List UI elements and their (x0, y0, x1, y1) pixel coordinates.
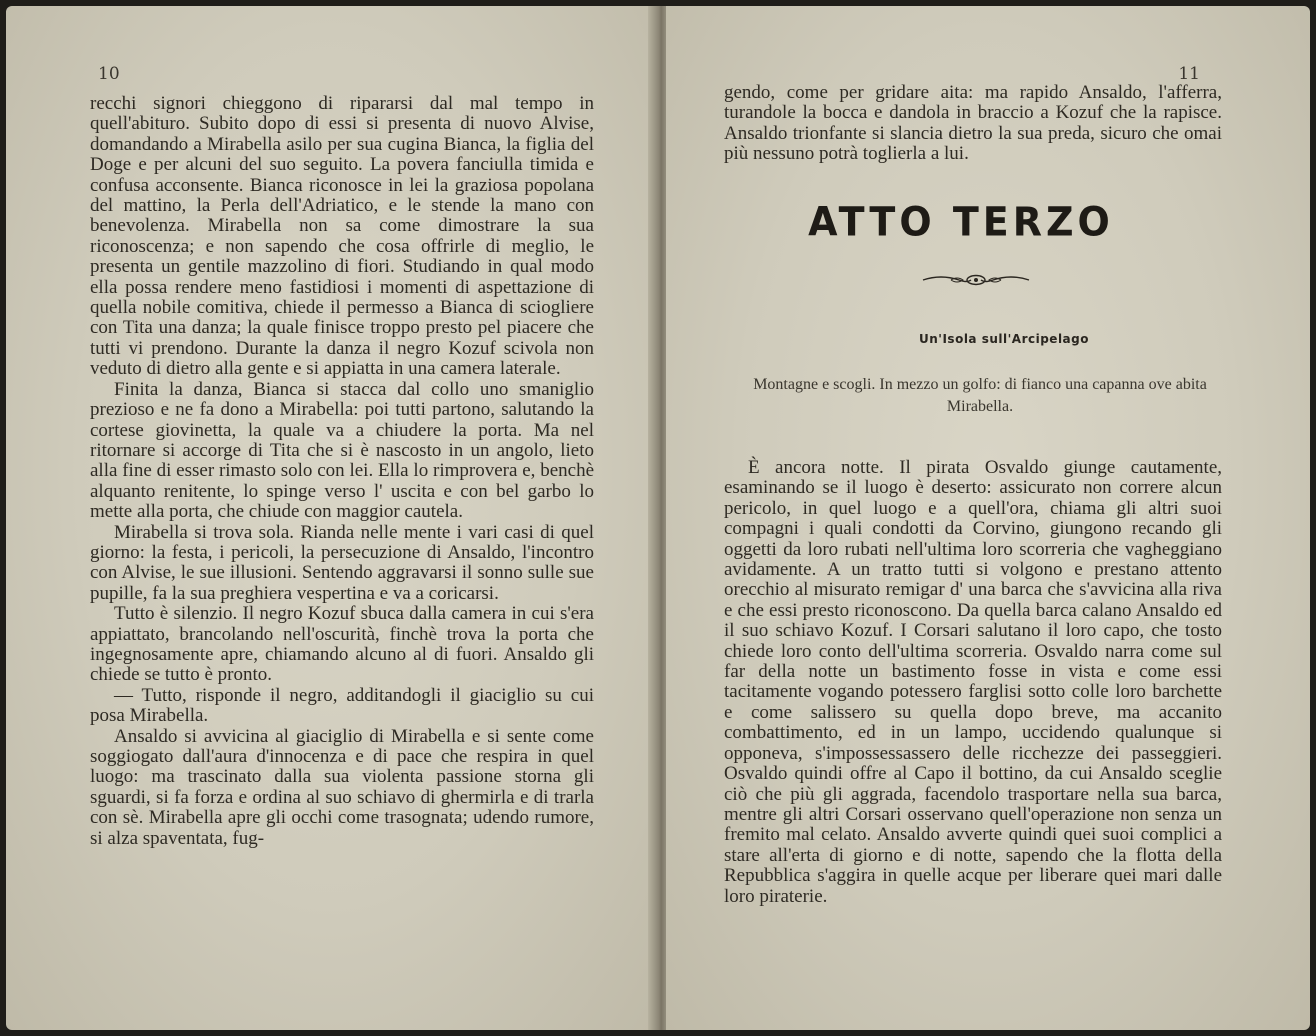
left-page (6, 6, 654, 1030)
paragraph: recchi signori chieggono di ripararsi dal mal tempo in quell'abituro. Subito dopo di essi si presenta di nuovo Alvise, domandando a Mirabella asilo per sua cugina Bianca, la figlia del Doge e per alcuni del suo seguito. La povera fanciulla timida e confusa acconsente. Bianca riconosce in lei la graziosa popolana del mattino, la Perla dell'Adriatico, e le stende la mano con benevolenza. Mirabella non sa come dimostrare la sua riconoscenza; e non sapendo che cosa offrirle di meglio, le presenta un gentile mazzolino di fiori. Studiando in qual modo ella possa rendere meno fastidiosi i momenti di aspettazione di quella nobile comitiva, chiede il permesso a Bianca di sciogliere con Tita una danza; la quale finisce troppo presto pel piacere che tutti vi prendono. Durante la danza il negro Kozuf scivola non veduto di dietro alla gente e si appiatta in una camera laterale. (90, 93, 594, 380)
paragraph: Ansaldo si avvicina al giaciglio di Mirabella e si sente come soggiogato dall'aura d'innocenza e di pace che respira in quel luogo: ma trascinato dalla sua violenta passione storna gli sguardi, si fa forza e ordina al suo schiavo di ghermirla e di trarla con sè. Mirabella apre gli occhi come trasognata; udendo rumore, si alza spaventata, fug- (90, 725, 594, 849)
ornament-divider-icon (921, 270, 1031, 290)
scene-title: Un'Isola sull'Arcipelago (919, 332, 1089, 346)
continuation-text (724, 83, 1222, 165)
paragraph: — Tutto, risponde il negro, additandogli il giaciglio su cui posa Mirabella. (90, 684, 594, 727)
page-number-left: 10 (98, 64, 120, 84)
left-page-text (90, 94, 594, 849)
right-page (666, 6, 1310, 1030)
act-title: ATTO TERZO (808, 198, 1114, 246)
page-number-right: 11 (1178, 64, 1200, 84)
scene-description: Montagne e scogli. In mezzo un golfo: di fianco una capanna ove abita Mirabella. (753, 376, 1207, 415)
paragraph: gendo, come per gridare aita: ma rapido Ansaldo, l'afferra, turandole la bocca e dandola in braccio a Kozuf che la rapisce. Ansaldo trionfante si slancia dietro la sua preda, sicuro che omai più nessuno potrà toglierla a lui. (724, 82, 1222, 165)
paragraph: Mirabella si trova sola. Rianda nelle mente i vari casi di quel giorno: la festa, i pericoli, la persecuzione di Ansaldo, l'incontro con Alvise, le sue illusioni. Sentendo aggravarsi il sonno sulle sue pupille, fa la sua preghiera vespertina e va a coricarsi. (90, 521, 594, 604)
paragraph: Tutto è silenzio. Il negro Kozuf sbuca dalla camera in cui s'era appiattato, brancolando nell'oscurità, finchè trova la porta che ingegnosamente apre, chiamando alcuno al di fuori. Ansaldo gli chiede se tutto è pronto. (90, 603, 594, 686)
paragraph: È ancora notte. Il pirata Osvaldo giunge cautamente, esaminando se il luogo è deserto: assicurato non correre alcun pericolo, in quel luogo e a quell'ora, chiama gli altri suoi compagni i quali condotti da Corvino, giungono recando gli oggetti da loro rubati nell'ultima loro scorreria che vagheggiano avidamente. A un tratto tutti si volgono e prestano attento orecchio al misurato remigar d' una barca che s'avvicina alla riva e che essi presto riconoscono. Da quella barca calano Ansaldo ed il suo schiavo Kozuf. I Corsari salutano il loro capo, che tosto chiede loro conto dell'ultima scorreria. Osvaldo narra come sul far della notte un bastimento fosse in vista e come essi tacitamente vogando potessero farglisi sotto colle loro barchette e come salissero su quella dopo breve, ma accanito combattimento, ed in un lampo, uccidendo qualunque si opponeva, s'impossessassero delle ricchezze dei passeggieri. Osvaldo quindi offre al Capo il bottino, da cui Ansaldo sceglie ciò che più gli aggrada, facendolo trasportare nella sua barca, mentre gli altri Corsari osservano quell'operazione non senza un fremito mal celato. Ansaldo avverte quindi quei suoi complici a stare all'erta di giorno e di notte, sapendo che la flotta della Repubblica s'aggira in quelle acque per liberare quei mari dalle loro piraterie. (724, 457, 1222, 907)
right-page-text (724, 458, 1222, 907)
paragraph: Finita la danza, Bianca si stacca dal collo uno smaniglio prezioso e ne fa dono a Mirabella: poi tutti partono, salutando la cortese giovinetta, la quale va a chiudere la porta. Ma nel ritornare si accorge di Tita che si è nascosto in un angolo, lieto alla fine di esser rimasto solo con lei. Ella lo rimprovera e, benchè alquanto renitente, lo spinge verso l' uscita e con bel garbo lo mette alla porta, che chiude con maggior cautela. (90, 378, 594, 523)
